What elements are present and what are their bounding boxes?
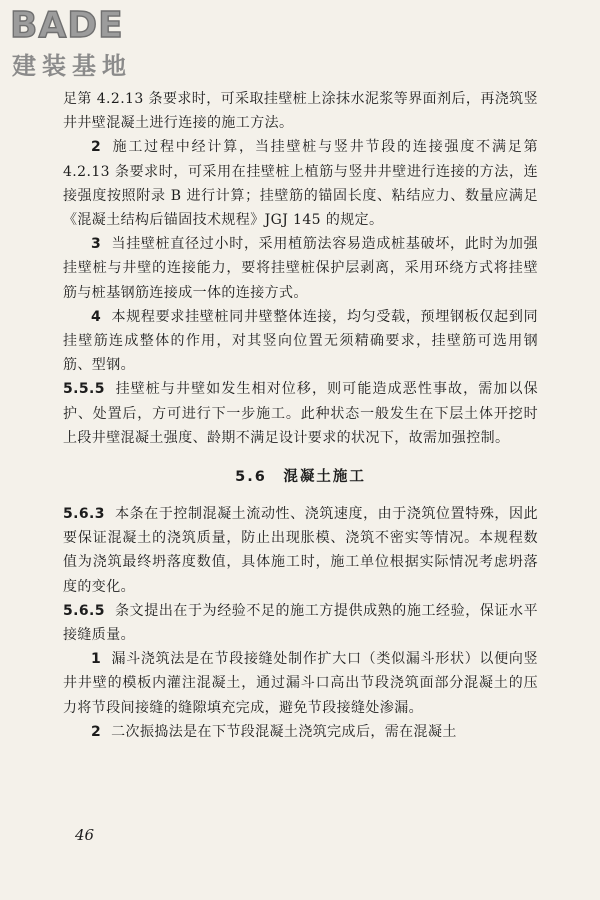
clause-number: 5.6.3	[63, 506, 105, 523]
section-title: 5.6 混凝土施工	[235, 469, 366, 486]
clause-text: 挂壁桩与井壁如发生相对位移，则可能造成恶性事故，需加以保护、处置后，方可进行下一步施工。此种状态一般发生在下层土体开挖时上段井壁混凝土强度、龄期不满足设计要求的状况下，故需加强控制。	[63, 381, 538, 446]
item-number: 2	[91, 139, 102, 156]
clause-5-6-5	[63, 599, 538, 647]
page-body	[63, 87, 538, 744]
item-text: 本规程要求挂壁桩同井壁整体连接，均匀受载，预埋钢板仅起到同挂壁筋连成整体的作用，对其竖向位置无须精确要求，挂壁筋可选用钢筋、型钢。	[63, 308, 538, 374]
clause-text: 条文提出在于为经验不足的施工方提供成熟的施工经验，保证水平接缝质量。	[63, 602, 538, 644]
clause-text: 本条在于控制混凝土流动性、浇筑速度，由于浇筑位置特殊，因此要保证混凝土的浇筑质量，防止出现胀模、浇筑不密实等情况。本规程数值为浇筑最终坍落度数值，具体施工时，施工单位根据实际情况考虑坍落度的变化。	[63, 506, 538, 595]
item-number: 1	[91, 651, 102, 668]
item-number: 2	[91, 723, 102, 740]
clause-number: 5.5.5	[63, 381, 105, 398]
item-number: 4	[91, 308, 102, 325]
item-text: 二次振捣法是在下节段混凝土浇筑完成后，需在混凝土	[111, 723, 457, 740]
item-text: 施工过程中经计算，当挂壁桩与竖井节段的连接强度不满足第 4.2.13 条要求时，可采用在挂壁桩上植筋与竖井井壁进行连接的方法，连接强度按照附录 B 进行计算；挂壁筋的锚固长度、粘结应力、数量应满足《混凝土结构后锚固技术规程》JGJ 145 的规定。	[63, 139, 538, 229]
item-3	[63, 232, 538, 305]
item-2b	[63, 720, 538, 744]
page-number: 46	[75, 826, 95, 844]
paragraph-continued	[63, 87, 538, 135]
paragraph-text: 足第 4.2.13 条要求时，可采取挂壁桩上涂抹水泥浆等界面剂后，再浇筑竖井井壁混凝土进行连接的施工方法。	[63, 91, 538, 132]
logo-wordmark: BADE	[10, 5, 124, 46]
clause-5-6-3	[63, 502, 538, 599]
item-text: 漏斗浇筑法是在节段接缝处制作扩大口（类似漏斗形状）以便向竖井井壁的模板内灌注混凝土，通过漏斗口高出节段浇筑面部分混凝土的压力将节段间接缝的缝隙填充完成，避免节段接缝处渗漏。	[63, 651, 538, 716]
logo	[10, 6, 180, 84]
clause-5-5-5	[63, 377, 538, 450]
clause-number: 5.6.5	[63, 602, 105, 619]
item-number: 3	[91, 236, 102, 253]
logo-subtitle: 建装基地	[12, 52, 132, 80]
item-text: 当挂壁桩直径过小时，采用植筋法容易造成桩基破坏，此时为加强挂壁桩与井壁的连接能力，要将挂壁桩保护层剥离，采用环绕方式将挂壁筋与桩基钢筋连接成一体的连接方式。	[63, 236, 538, 301]
item-2	[63, 135, 538, 232]
item-1	[63, 647, 538, 720]
item-4	[63, 305, 538, 378]
